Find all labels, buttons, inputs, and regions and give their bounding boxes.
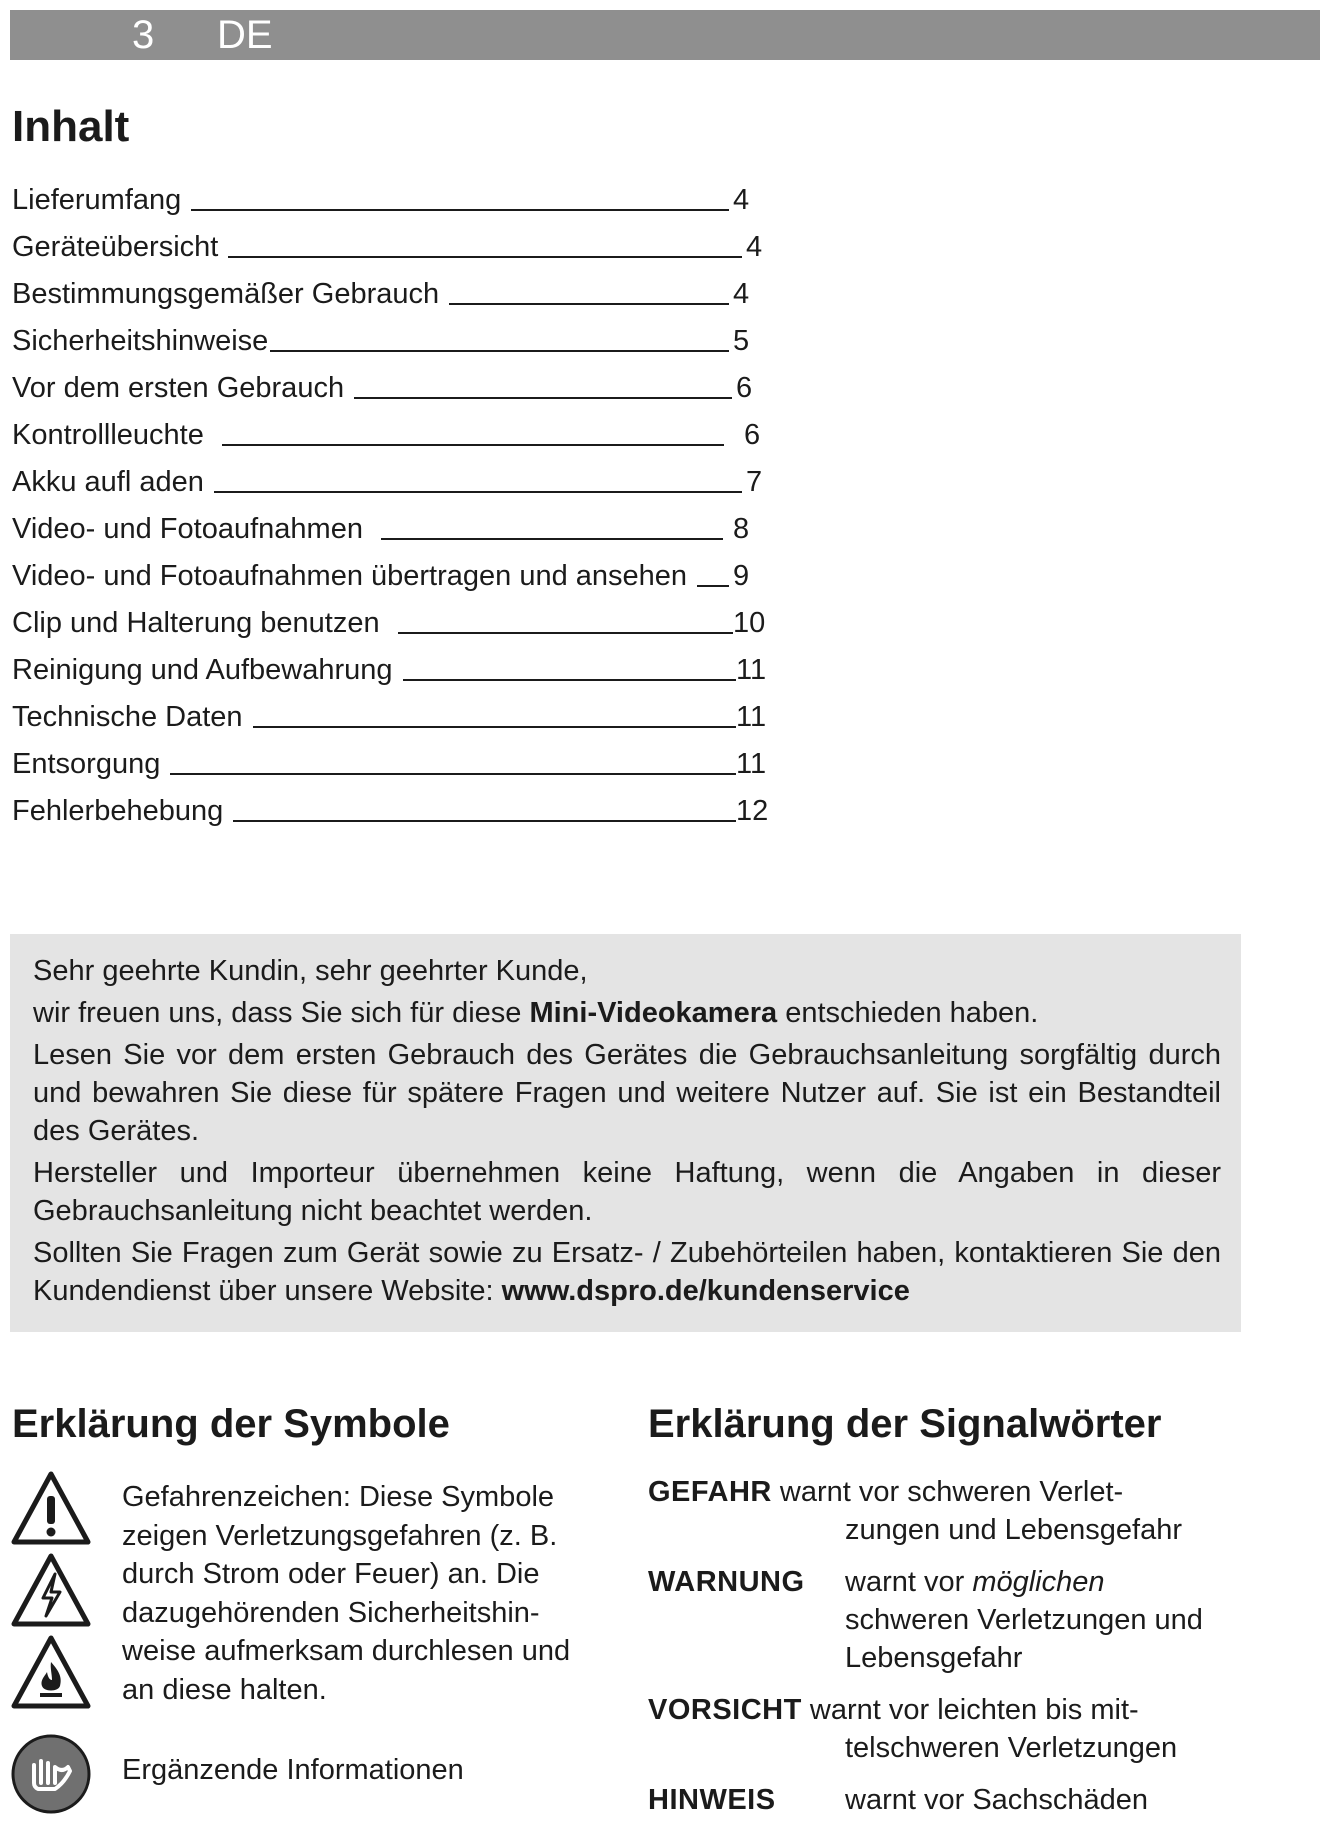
signal-word: VORSICHT xyxy=(648,1694,802,1726)
toc-entry[interactable] xyxy=(12,217,782,264)
signal-word-desc: warnt vor xyxy=(845,1566,965,1598)
signal-word: WARNUNG xyxy=(648,1566,805,1598)
toc-title: Inhalt xyxy=(12,102,130,151)
language-code: DE xyxy=(217,13,273,57)
thanks-text-end: entschieden haben. xyxy=(785,997,1039,1029)
toc-entry-page: 11 xyxy=(736,748,767,780)
toc-entry[interactable] xyxy=(12,405,780,452)
toc-entry-label: Fehlerbehebung xyxy=(12,795,224,827)
hazard-symbols-description: Gefahrenzeichen: Diese Symbole zeigen Verletzungsgefahren (z. B. durch Strom oder Feuer) an. Die dazugehörenden Sicherheitshin-weise aufmerksam durchlesen und an diese halten. xyxy=(122,1481,571,1706)
toc-entry-label: Geräteübersicht xyxy=(12,231,219,263)
toc-entry-page: 5 xyxy=(733,325,750,357)
toc-entry-label: Vor dem ersten Gebrauch xyxy=(12,372,345,404)
signal-word-item xyxy=(648,1781,1268,1819)
page-number: 3 xyxy=(132,13,155,57)
signal-words-list xyxy=(648,1473,1268,1833)
toc-entry-page: 12 xyxy=(736,795,769,827)
signal-word-desc: telschweren Verletzungen xyxy=(845,1732,1178,1764)
hazard-icons xyxy=(10,1470,94,1712)
signal-word-desc-emphasis: möglichen xyxy=(972,1566,1105,1598)
toc-entry-label: Akku aufl aden xyxy=(12,466,204,498)
toc-entry[interactable] xyxy=(12,593,769,640)
toc-entry-page: 11 xyxy=(736,654,767,686)
info-symbol-description: Ergänzende Informationen xyxy=(122,1754,464,1786)
toc-entry-page: 4 xyxy=(746,231,763,263)
support-website-link[interactable]: www.dspro.de/kundenservice xyxy=(501,1275,910,1307)
toc-entry[interactable] xyxy=(12,311,769,358)
toc-entry[interactable] xyxy=(12,358,772,405)
table-of-contents xyxy=(12,170,912,828)
toc-entry[interactable] xyxy=(12,734,772,781)
toc-entry[interactable] xyxy=(12,499,769,546)
thanks-text xyxy=(33,994,1221,1032)
contact-text-body: Sollten Sie Fragen zum Gerät sowie zu Ersatz- / Zubehörteilen haben, kontaktieren Sie den Kundendienst über unsere Website: xyxy=(33,1237,1221,1307)
toc-entry[interactable] xyxy=(12,687,772,734)
toc-entry-label: Video- und Fotoaufnahmen übertragen und ansehen xyxy=(12,560,688,592)
toc-entry[interactable] xyxy=(12,640,772,687)
signal-word: HINWEIS xyxy=(648,1784,776,1816)
read-instructions-text: Lesen Sie vor dem ersten Gebrauch des Gerätes die Gebrauchsanleitung sorgfältig durch und bewahren Sie diese für spätere Fragen und weitere Nutzer auf. Sie ist ein Bestandteil des Gerätes. xyxy=(33,1039,1221,1147)
liability-text: Hersteller und Importeur übernehmen keine Haftung, wenn die Angaben in dieser Gebrauchsanleitung nicht beachtet werden. xyxy=(33,1157,1221,1227)
page-header-bar xyxy=(10,10,1320,60)
toc-entry-label: Bestimmungsgemäßer Gebrauch xyxy=(12,278,440,310)
toc-entry-page: 6 xyxy=(744,419,761,451)
toc-leader-line xyxy=(270,350,729,352)
toc-entry[interactable] xyxy=(12,264,769,311)
warning-triangle-icon xyxy=(10,1470,92,1548)
toc-entry-label: Video- und Fotoaufnahmen xyxy=(12,513,363,545)
toc-leader-line xyxy=(403,679,736,681)
toc-entry-page: 9 xyxy=(733,560,750,592)
toc-leader-line xyxy=(222,444,724,446)
electric-hazard-icon xyxy=(10,1552,92,1630)
signal-word-desc: warnt vor leichten bis mit- xyxy=(809,1694,1139,1726)
toc-leader-line xyxy=(191,209,729,211)
toc-entry-label: Technische Daten xyxy=(12,701,243,733)
toc-entry-page: 10 xyxy=(733,607,766,639)
signal-word: GEFAHR xyxy=(648,1476,772,1508)
signal-word-desc: warnt vor schweren Verlet- xyxy=(779,1476,1124,1508)
toc-leader-line xyxy=(449,303,729,305)
toc-leader-line xyxy=(398,632,733,634)
signal-word-desc: zungen und Lebensgefahr xyxy=(845,1514,1183,1546)
toc-entry-label: Clip und Halterung benutzen xyxy=(12,607,380,639)
toc-entry-page: 6 xyxy=(736,372,753,404)
toc-leader-line xyxy=(214,491,742,493)
toc-entry-label: Reinigung und Aufbewahrung xyxy=(12,654,393,686)
toc-leader-line xyxy=(228,256,742,258)
toc-entry[interactable] xyxy=(12,546,769,593)
signal-words-section-title: Erklärung der Signalwörter xyxy=(648,1402,1162,1446)
toc-leader-line xyxy=(381,538,723,540)
info-hand-icon xyxy=(10,1733,92,1815)
toc-entry[interactable] xyxy=(12,452,782,499)
contact-text xyxy=(33,1234,1221,1310)
toc-entry-page: 4 xyxy=(733,184,750,216)
thanks-text-start: wir freuen uns, dass Sie sich für diese xyxy=(33,997,522,1029)
toc-entry-label: Lieferumfang xyxy=(12,184,182,216)
signal-word-desc: Lebensgefahr xyxy=(845,1642,1023,1674)
toc-entry-label: Sicherheitshinweise xyxy=(12,325,269,357)
customer-notice-box xyxy=(10,934,1241,1332)
toc-entry-page: 8 xyxy=(733,513,750,545)
toc-entry-page: 11 xyxy=(736,701,767,733)
toc-leader-line xyxy=(233,820,736,822)
toc-entry-page: 4 xyxy=(733,278,750,310)
toc-entry-label: Kontrollleuchte xyxy=(12,419,204,451)
toc-entry[interactable] xyxy=(12,170,769,217)
toc-leader-line xyxy=(354,397,732,399)
toc-entry-label: Entsorgung xyxy=(12,748,161,780)
signal-word-desc: warnt vor Sachschäden xyxy=(845,1784,1149,1816)
toc-entry-page: 7 xyxy=(746,466,763,498)
fire-hazard-icon xyxy=(10,1634,92,1712)
greeting-text: Sehr geehrte Kundin, sehr geehrter Kunde, xyxy=(33,955,588,987)
symbols-section-title: Erklärung der Symbole xyxy=(12,1402,450,1446)
toc-leader-line xyxy=(170,773,736,775)
signal-word-item xyxy=(648,1691,1268,1767)
toc-entry[interactable] xyxy=(12,781,772,828)
signal-word-item xyxy=(648,1473,1268,1549)
signal-word-desc: schweren Verletzungen und xyxy=(845,1604,1203,1636)
product-name: Mini-Videokamera xyxy=(529,997,778,1029)
signal-word-item xyxy=(648,1563,1268,1677)
toc-leader-line xyxy=(253,726,736,728)
toc-leader-line xyxy=(697,585,729,587)
